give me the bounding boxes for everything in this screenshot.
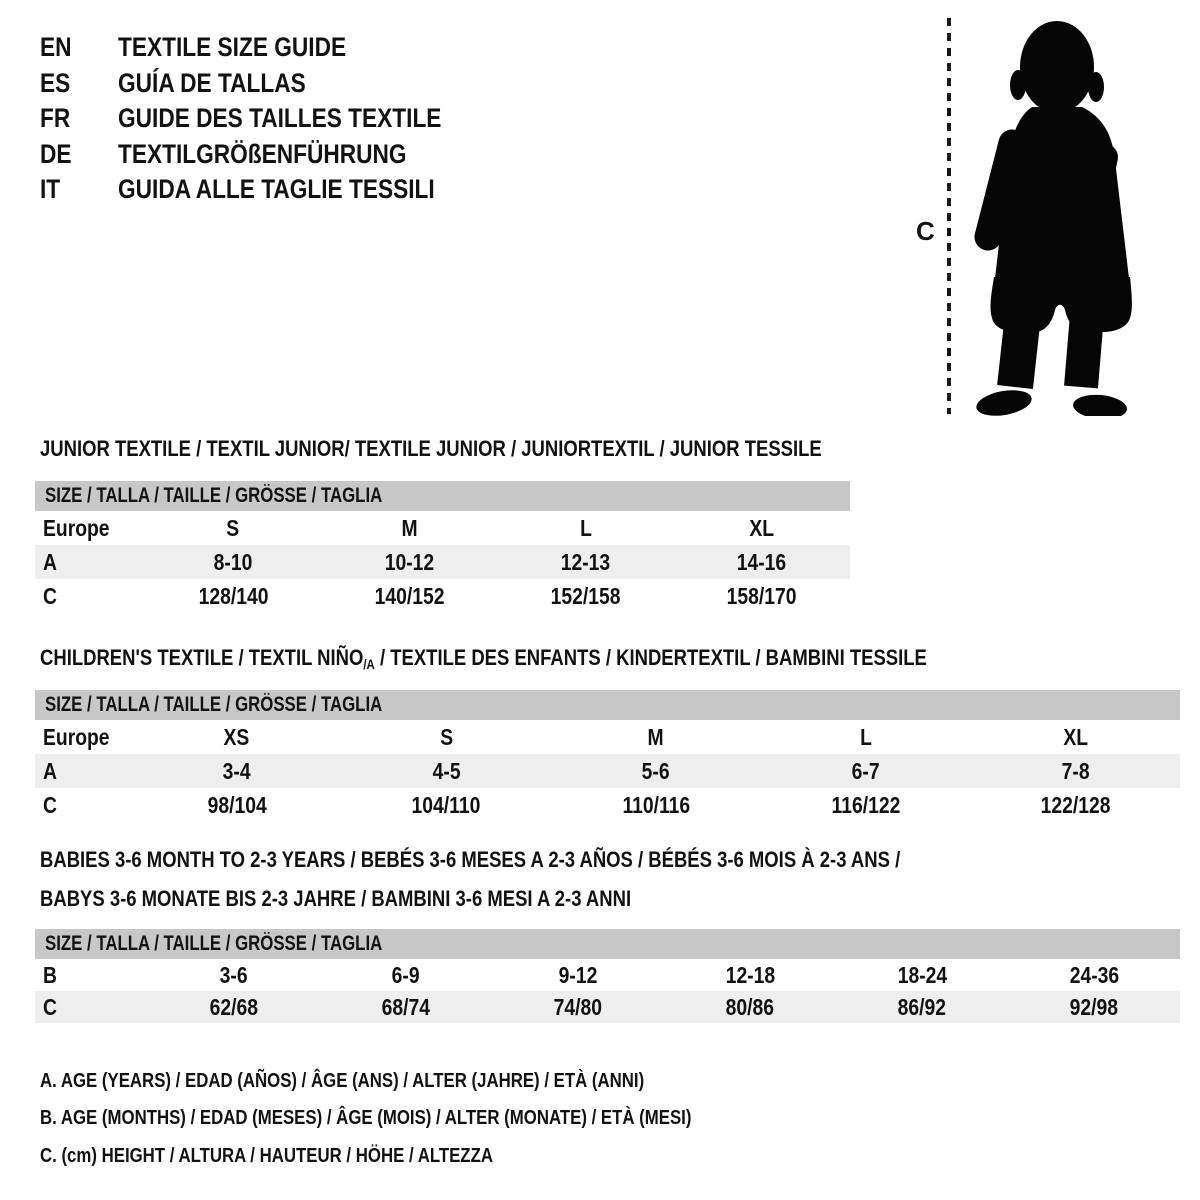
language-row-en — [40, 30, 503, 66]
table-row — [35, 720, 1180, 754]
babies-section-title — [40, 840, 1064, 918]
height-cell: 104/110 — [412, 791, 481, 818]
height-cell: 140/152 — [374, 582, 445, 609]
months-cell: 18-24 — [897, 961, 947, 988]
babies-title-line1: BABIES 3-6 MONTH TO 2-3 YEARS / BEBÉS 3-6 MESES A 2-3 AÑOS / BÉBÉS 3-6 MOIS À 2-3 ANS / — [40, 847, 901, 872]
height-cell: 86/92 — [897, 993, 947, 1020]
size-cell: XL — [1062, 723, 1088, 750]
size-cell: XS — [223, 723, 250, 750]
language-row-es — [40, 66, 503, 102]
table-row — [35, 579, 850, 613]
table-row — [35, 788, 1180, 822]
size-cell: XL — [749, 514, 775, 541]
size-cell: L — [859, 723, 872, 750]
junior-section-title: JUNIOR TEXTILE / TEXTIL JUNIOR/ TEXTILE JUNIOR / JUNIORTEXTIL / JUNIOR TESSILE — [40, 436, 822, 461]
guide-title-de: TEXTILGRÖßENFÜHRUNG — [118, 138, 407, 169]
row-label: B — [43, 961, 57, 988]
legend-age-months: B. AGE (MONTHS) / EDAD (MESES) / ÂGE (MOIS) / ALTER (MONATE) / ETÀ (MESI) — [40, 1106, 692, 1129]
months-cell: 6-9 — [392, 961, 420, 988]
row-label: Europe — [43, 723, 110, 750]
row-label: Europe — [43, 514, 110, 541]
row-label: A — [43, 757, 57, 784]
height-cell: 116/122 — [831, 791, 900, 818]
age-cell: 3-4 — [222, 757, 251, 784]
guide-title-fr: GUIDE DES TAILLES TEXTILE — [118, 103, 442, 134]
legend-age-years: A. AGE (YEARS) / EDAD (AÑOS) / ÂGE (ANS) / ALTER (JAHRE) / ETÀ (ANNI) — [40, 1069, 645, 1092]
table-row — [35, 545, 850, 579]
size-cell: M — [647, 723, 665, 750]
height-cell: 68/74 — [381, 993, 431, 1020]
size-cell: S — [439, 723, 453, 750]
guide-title-es: GUÍA DE TALLAS — [118, 67, 306, 98]
age-cell: 14-16 — [737, 548, 787, 575]
row-label: A — [43, 548, 57, 575]
height-cell: 158/170 — [726, 582, 797, 609]
legend-height-cm: C. (cm) HEIGHT / ALTURA / HAUTEUR / HÖHE / ALTEZZA — [40, 1144, 493, 1167]
size-header-bar: SIZE / TALLA / TAILLE / GRÖSSE / TAGLIA — [35, 481, 850, 511]
height-cell: 74/80 — [553, 993, 603, 1020]
junior-size-table — [35, 481, 850, 613]
children-size-table — [35, 690, 1180, 822]
title-subscript: /A — [363, 656, 375, 672]
height-marker-label: C — [916, 216, 935, 246]
height-cell: 92/98 — [1069, 993, 1119, 1020]
height-cell: 80/86 — [725, 993, 775, 1020]
age-cell: 4-5 — [432, 757, 461, 784]
language-row-it — [40, 172, 503, 208]
size-header-bar: SIZE / TALLA / TAILLE / GRÖSSE / TAGLIA — [35, 690, 1180, 720]
months-cell: 24-36 — [1069, 961, 1119, 988]
baby-silhouette-icon — [962, 14, 1142, 416]
height-cell: 128/140 — [198, 582, 269, 609]
language-code: DE — [40, 138, 72, 169]
babies-title-line2: BABYS 3-6 MONATE BIS 2-3 JAHRE / BAMBINI 3-6 MESI A 2-3 ANNI — [40, 886, 632, 911]
height-cell: 62/68 — [209, 993, 259, 1020]
row-label: C — [43, 582, 57, 609]
table-row — [35, 991, 1180, 1023]
guide-title-en: TEXTILE SIZE GUIDE — [118, 32, 347, 63]
height-cell: 152/158 — [550, 582, 621, 609]
size-cell: M — [401, 514, 418, 541]
height-cell: 110/116 — [622, 791, 690, 818]
language-list — [40, 30, 503, 208]
months-cell: 3-6 — [220, 961, 248, 988]
language-code: EN — [40, 32, 72, 63]
age-cell: 12-13 — [560, 548, 611, 575]
language-code: ES — [40, 67, 71, 98]
guide-title-it: GUIDA ALLE TAGLIE TESSILI — [118, 174, 435, 205]
height-cell: 98/104 — [207, 791, 267, 818]
size-cell: L — [579, 514, 592, 541]
age-cell: 8-10 — [213, 548, 253, 575]
babies-size-table — [35, 929, 1180, 1023]
height-measure-line — [947, 18, 951, 414]
height-cell: 122/128 — [1040, 791, 1111, 818]
children-section-title: CHILDREN'S TEXTILE / TEXTIL NIÑO/A / TEXTILE DES ENFANTS / KINDERTEXTIL / BAMBINI TESSILE — [40, 645, 927, 672]
size-header-bar: SIZE / TALLA / TAILLE / GRÖSSE / TAGLIA — [35, 929, 1180, 959]
table-row — [35, 754, 1180, 788]
age-cell: 7-8 — [1061, 757, 1090, 784]
months-cell: 9-12 — [558, 961, 598, 988]
age-cell: 10-12 — [384, 548, 435, 575]
size-cell: S — [226, 514, 240, 541]
row-label: C — [43, 791, 57, 818]
table-row — [35, 959, 1180, 991]
age-cell: 6-7 — [851, 757, 880, 784]
row-label: C — [43, 993, 57, 1020]
language-row-fr — [40, 101, 503, 137]
months-cell: 12-18 — [725, 961, 775, 988]
age-cell: 5-6 — [642, 757, 670, 784]
language-code: FR — [40, 103, 71, 134]
table-row — [35, 511, 850, 545]
language-code: IT — [40, 174, 61, 205]
language-row-de — [40, 137, 503, 173]
